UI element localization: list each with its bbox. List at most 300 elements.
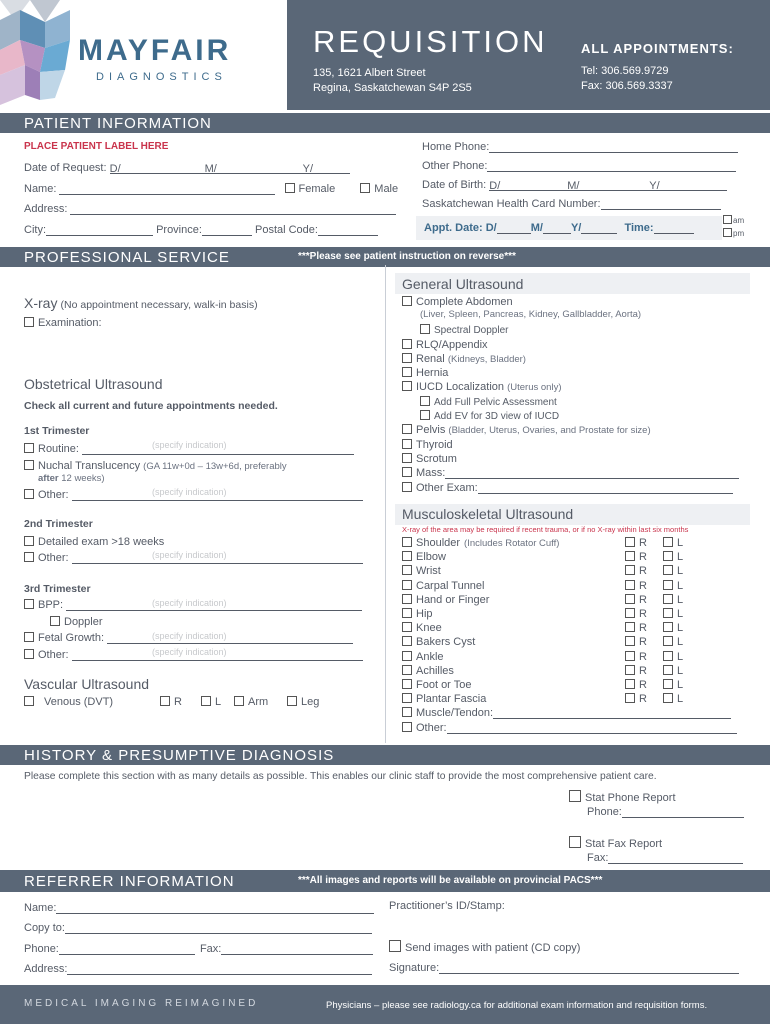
referrer-section-bar [0,870,770,892]
msk-item-row [402,551,446,563]
xray-title: X-ray [24,295,58,311]
signature-row [389,962,739,974]
patient-address-field[interactable] [70,204,396,215]
msk-item-row [402,636,475,648]
dob-year-field[interactable] [649,180,727,191]
msk-item-checkbox[interactable] [402,565,412,575]
appt-date-label: Appt. Date: D/ [424,222,497,234]
msk-right-option [625,679,647,691]
all-appointments-label: ALL APPOINTMENTS: [581,41,734,56]
referrer-phone-field[interactable] [59,944,195,955]
renal-label: Renal [416,353,445,365]
complete-abdomen-label: Complete Abdomen [416,296,513,308]
vascular-title: Vascular Ultrasound [24,676,150,692]
nuchal-row [24,460,287,472]
appt-year-field[interactable] [581,223,617,234]
male-label: Male [374,183,399,195]
msk-right-option [625,537,647,549]
msk-item-label: Hip [416,608,433,620]
msk-item-row [402,651,444,663]
routine-label: Routine: [38,443,79,455]
pm-checkbox[interactable] [723,228,732,237]
renal-row [402,353,526,365]
msk-left-checkbox[interactable] [663,622,673,632]
pelvic-assessment-label: Add Full Pelvic Assessment [434,397,557,408]
complete-abdomen-row [402,296,513,308]
venous-arm-option [234,696,268,708]
thyroid-row [402,439,453,451]
msk-left-label: L [677,565,684,578]
signature-field[interactable] [439,963,739,974]
msk-item-checkbox[interactable] [402,693,412,703]
other-exam-label: Other Exam: [416,482,478,494]
msk-left-label: L [677,551,684,564]
scrotum-row [402,453,457,465]
muscle-tendon-label: Muscle/Tendon: [416,707,494,719]
footer-physicians-note: Physicians – please see radiology.ca for additional exam information and requisition forms. [326,1000,708,1011]
professional-section-title: PROFESSIONAL SERVICE [24,249,230,266]
history-textarea[interactable] [24,788,554,868]
tri2-other-hint: (specify indication) [152,550,227,560]
date-request-day-field[interactable] [110,163,205,174]
other-phone-field[interactable] [487,161,736,172]
msk-left-option [663,608,683,620]
stat-fax-label: Stat Fax Report [585,838,663,850]
pelvis-label: Pelvis [416,424,446,436]
msk-right-label: R [639,679,647,691]
msk-item-label: Knee [416,622,442,635]
rlq-checkbox[interactable] [402,339,412,349]
patient-section-title: PATIENT INFORMATION [24,115,212,132]
home-phone-field[interactable] [489,142,738,153]
venous-arm-checkbox[interactable] [234,696,244,706]
venous-label: Venous (DVT) [44,696,114,708]
logo-subtext: DIAGNOSTICS [96,71,227,83]
muscle-tendon-checkbox[interactable] [402,707,412,717]
referrer-address-field[interactable] [67,964,372,975]
msk-left-label: L [677,622,684,635]
msk-left-label: L [677,537,684,549]
year-label: Y/ [649,180,660,192]
venous-left-option [201,696,221,708]
column-divider [385,265,386,743]
female-checkbox[interactable] [285,183,295,193]
date-of-request-row [24,162,350,174]
month-label: M/ [567,180,580,192]
tri3-other-hint: (specify indication) [152,647,227,657]
stat-fax-checkbox[interactable] [569,836,581,848]
health-card-row [422,198,721,210]
bpp-checkbox[interactable] [24,599,34,609]
stat-fax-number-label: Fax: [587,852,609,864]
mass-checkbox[interactable] [402,467,412,477]
tri3-other-checkbox[interactable] [24,649,34,659]
msk-right-checkbox[interactable] [625,651,635,661]
referrer-phone-row [24,943,373,955]
msk-item-checkbox[interactable] [402,622,412,632]
msk-right-label: R [639,593,647,606]
am-label: am [733,216,745,225]
renal-sub: (Kidneys, Bladder) [447,354,526,365]
postal-code-label: Postal Code: [254,224,318,236]
city-label: City: [24,224,46,236]
health-card-label: Saskatchewan Health Card Number: [422,198,601,210]
home-phone-label: Home Phone: [422,141,490,153]
detailed-label: Detailed exam >18 weeks [38,536,165,548]
renal-checkbox[interactable] [402,353,412,363]
msk-left-checkbox[interactable] [663,608,673,618]
day-label: D/ [489,180,501,192]
ev-iucd-row [420,410,559,422]
msk-right-label: R [639,622,647,635]
nuchal-subtitle: (GA 11w+0d – 13w+6d, preferably [143,461,287,472]
msk-right-option [625,580,647,592]
venous-leg-option [287,696,319,708]
venous-right-option [160,696,182,708]
msk-left-checkbox[interactable] [663,651,673,661]
dob-label: Date of Birth: [422,179,487,191]
appt-day-field[interactable] [497,223,531,234]
stat-fax-number-row [587,852,743,864]
province-field[interactable] [202,225,252,236]
referrer-name-row [24,902,374,914]
scrotum-label: Scrotum [416,453,457,465]
muscle-tendon-field[interactable] [493,708,731,719]
msk-right-option [625,651,647,663]
doppler-label: Doppler [64,616,103,628]
msk-right-checkbox[interactable] [625,693,635,703]
msk-left-option [663,551,683,563]
msk-right-option [625,608,647,620]
msk-left-option [663,622,683,634]
msk-left-option [663,537,683,549]
msk-left-checkbox[interactable] [663,580,673,590]
tri3-other-label: Other: [38,649,69,661]
msk-left-option [663,679,683,691]
venous-checkbox[interactable] [24,696,34,706]
stat-fax-row [569,836,662,850]
iucd-sub: (Uterus only) [507,382,562,393]
msk-right-option [625,693,647,705]
msk-right-checkbox[interactable] [625,679,635,689]
msk-left-checkbox[interactable] [663,537,673,547]
doppler-checkbox[interactable] [50,616,60,626]
mass-field[interactable] [445,468,739,479]
name-row [24,183,398,195]
venous-leg-checkbox[interactable] [287,696,297,706]
msk-item-label: Plantar Fascia [416,693,487,706]
msk-item-label: Bakers Cyst [416,636,476,649]
dob-row [422,179,727,191]
stat-fax-number-field[interactable] [608,853,743,864]
msk-item-checkbox[interactable] [402,537,412,547]
msk-left-checkbox[interactable] [663,594,673,604]
referrer-name-field[interactable] [56,903,374,914]
fetal-growth-label: Fetal Growth: [38,632,105,644]
iucd-checkbox[interactable] [402,381,412,391]
msk-title: Musculoskeletal Ultrasound [402,506,574,522]
msk-right-checkbox[interactable] [625,551,635,561]
msk-other-label: Other: [416,722,447,734]
tri2-other-label: Other: [38,552,69,564]
dob-day-field[interactable] [489,180,567,191]
tri1-other-label: Other: [38,489,69,501]
phone-number: Tel: 306.569.9729 [581,65,669,77]
day-label: D/ [109,163,121,175]
professional-section-bar [0,247,770,267]
hernia-checkbox[interactable] [402,367,412,377]
pelvic-assessment-checkbox[interactable] [420,396,430,406]
doppler-row [50,616,103,628]
msk-left-checkbox[interactable] [663,679,673,689]
signature-label: Signature: [389,962,440,974]
msk-left-option [663,665,683,677]
msk-item-row [402,608,433,620]
msk-item-row [402,594,489,606]
msk-item-label: Hand or Finger [416,593,490,606]
msk-xray-note: X-ray of the area may be required if recent trauma, or if no X-ray within last six months [402,525,689,534]
trimester2-heading: 2nd Trimester [24,518,93,530]
spectral-doppler-label: Spectral Doppler [434,325,509,336]
send-images-checkbox[interactable] [389,940,401,952]
obstetrical-instruction: Check all current and future appointments needed. [24,400,278,412]
msk-left-checkbox[interactable] [663,551,673,561]
fax-number: Fax: 306.569.3337 [581,80,673,92]
copy-to-row [24,922,372,934]
msk-left-checkbox[interactable] [663,636,673,646]
msk-item-row [402,537,559,549]
patient-label-placeholder: PLACE PATIENT LABEL HERE [24,141,169,152]
detailed-row [24,536,164,548]
reverse-instruction-note: ***Please see patient instruction on reverse*** [298,251,516,262]
nuchal-label: Nuchal Translucency [38,460,141,472]
xray-heading [24,295,258,311]
referrer-section-title: REFERRER INFORMATION [24,873,235,890]
msk-right-checkbox[interactable] [625,636,635,646]
xray-exam-checkbox[interactable] [24,317,34,327]
date-request-year-field[interactable] [303,163,350,174]
thyroid-label: Thyroid [416,439,453,451]
health-card-field[interactable] [601,199,721,210]
msk-other-checkbox[interactable] [402,722,412,732]
bpp-hint: (specify indication) [152,598,227,608]
msk-right-option [625,594,647,606]
msk-right-checkbox[interactable] [625,594,635,604]
msk-right-label: R [639,537,647,549]
referrer-address-label: Address: [24,963,68,975]
pelvis-sub: (Bladder, Uterus, Ovaries, and Prostate for size) [448,425,651,436]
detailed-checkbox[interactable] [24,536,34,546]
msk-right-label: R [639,636,647,649]
msk-item-checkbox[interactable] [402,665,412,675]
city-row [24,224,378,236]
msk-right-checkbox[interactable] [625,608,635,618]
msk-item-checkbox[interactable] [402,608,412,618]
other-phone-label: Other Phone: [422,160,488,172]
msk-right-label: R [639,693,647,706]
referrer-phone-label: Phone: [24,943,59,955]
fetal-growth-hint: (specify indication) [152,631,227,641]
msk-item-label: Foot or Toe [416,679,472,691]
fetal-growth-field[interactable] [107,633,353,644]
other-phone-row [422,160,736,172]
stat-phone-checkbox[interactable] [569,790,581,802]
msk-right-checkbox[interactable] [625,565,635,575]
msk-right-option [625,665,647,677]
msk-right-checkbox[interactable] [625,665,635,675]
appt-year-label: Y/ [570,222,582,234]
tri1-other-hint: (specify indication) [152,487,227,497]
complete-abdomen-sub: (Liver, Spleen, Pancreas, Kidney, Gallbladder, Aorta) [420,309,642,320]
routine-hint: (specify indication) [152,440,227,450]
msk-right-checkbox[interactable] [625,622,635,632]
stat-phone-number-row [587,806,744,818]
msk-left-option [663,693,683,705]
msk-left-option [663,636,683,648]
msk-item-row [402,580,485,592]
iucd-row [402,381,561,393]
form-title: REQUISITION [313,24,548,59]
msk-item-checkbox[interactable] [402,636,412,646]
appt-month-field[interactable] [543,223,571,234]
other-exam-row [402,482,733,494]
msk-item-row [402,679,471,691]
history-section-title: HISTORY & PRESUMPTIVE DIAGNOSIS [24,747,335,764]
msk-item-label: Achilles [416,664,454,677]
msk-left-label: L [677,636,684,649]
city-field[interactable] [46,225,153,236]
female-label: Female [298,183,336,195]
stat-phone-number-field[interactable] [622,807,744,818]
muscle-tendon-row [402,707,731,719]
msk-other-field[interactable] [447,723,737,734]
venous-right-label: R [174,696,182,708]
pm-option [723,228,744,238]
appt-month-label: M/ [530,222,543,234]
msk-left-checkbox[interactable] [663,693,673,703]
msk-item-row [402,693,486,705]
history-section-bar [0,745,770,765]
history-instruction: Please complete this section with as many details as possible. This enables our clinic staff to provide the most comprehensive patient care. [24,771,657,782]
xray-subtitle: (No appointment necessary, walk-in basis) [60,299,258,311]
msk-item-row [402,565,441,577]
msk-item-checkbox[interactable] [402,594,412,604]
header-bar [287,0,770,110]
stat-phone-number-label: Phone: [587,806,622,818]
venous-left-checkbox[interactable] [201,696,211,706]
trimester3-heading: 3rd Trimester [24,583,91,595]
referrer-address-row [24,963,372,975]
msk-left-option [663,651,683,663]
xray-exam-row [24,317,102,329]
province-label: Province: [156,224,202,236]
msk-item-checkbox[interactable] [402,651,412,661]
mass-label: Mass: [416,467,446,479]
referrer-name-label: Name: [24,902,57,914]
date-of-request-label: Date of Request: [24,162,107,174]
appt-date-row [424,222,694,234]
msk-item-checkbox[interactable] [402,580,412,590]
msk-item-checkbox[interactable] [402,679,412,689]
mass-row [402,467,739,479]
msk-other-row [402,722,737,734]
copy-to-field[interactable] [65,923,372,934]
shoulder-subtitle: (Includes Rotator Cuff) [464,538,560,549]
pelvis-row [402,424,651,436]
venous-row [24,696,113,708]
dob-month-field[interactable] [567,180,649,191]
msk-left-label: L [677,593,684,606]
rlq-row [402,339,488,351]
appt-time-field[interactable] [654,223,694,234]
msk-item-label: Shoulder [416,537,461,549]
complete-abdomen-checkbox[interactable] [402,296,412,306]
msk-left-label: L [677,608,684,620]
pelvis-checkbox[interactable] [402,424,412,434]
year-label: Y/ [302,163,314,175]
msk-right-label: R [639,579,647,592]
spectral-doppler-row [420,324,508,336]
msk-left-label: L [677,664,684,677]
male-checkbox[interactable] [360,183,370,193]
am-option [723,215,744,225]
msk-left-option [663,580,683,592]
msk-right-checkbox[interactable] [625,537,635,547]
scrotum-checkbox[interactable] [402,453,412,463]
footer-bar [0,985,770,1024]
msk-left-checkbox[interactable] [663,665,673,675]
am-checkbox[interactable] [723,215,732,224]
msk-left-option [663,565,683,577]
tri2-other-checkbox[interactable] [24,552,34,562]
msk-right-option [625,636,647,648]
nuchal-after: after [38,473,59,484]
venous-right-checkbox[interactable] [160,696,170,706]
patient-name-field[interactable] [59,184,275,195]
postal-code-field[interactable] [318,225,378,236]
header-logo-area [0,0,287,110]
name-label: Name: [24,183,57,195]
msk-item-label: Elbow [416,551,446,564]
stat-phone-row [569,790,676,804]
thyroid-checkbox[interactable] [402,439,412,449]
logo-text: MAYFAIR [78,34,232,67]
ev-iucd-label: Add EV for 3D view of IUCD [434,411,560,422]
msk-left-checkbox[interactable] [663,565,673,575]
spectral-doppler-checkbox[interactable] [420,324,430,334]
msk-item-checkbox[interactable] [402,551,412,561]
trimester1-heading: 1st Trimester [24,425,90,437]
nuchal-checkbox[interactable] [24,460,34,470]
logo-mosaic-icon [0,0,75,110]
ev-iucd-checkbox[interactable] [420,410,430,420]
other-exam-checkbox[interactable] [402,482,412,492]
other-exam-field[interactable] [478,483,733,494]
fetal-growth-checkbox[interactable] [24,632,34,642]
msk-left-label: L [677,579,684,592]
date-request-month-field[interactable] [205,163,303,174]
routine-checkbox[interactable] [24,443,34,453]
send-images-row [389,940,580,954]
msk-right-option [625,622,647,634]
stat-phone-label: Stat Phone Report [585,792,676,804]
referrer-fax-field[interactable] [221,944,373,955]
msk-right-checkbox[interactable] [625,580,635,590]
address-label: Address: [24,203,68,215]
msk-left-label: L [677,693,684,706]
obstetrical-title: Obstetrical Ultrasound [24,376,163,392]
tri1-other-checkbox[interactable] [24,489,34,499]
